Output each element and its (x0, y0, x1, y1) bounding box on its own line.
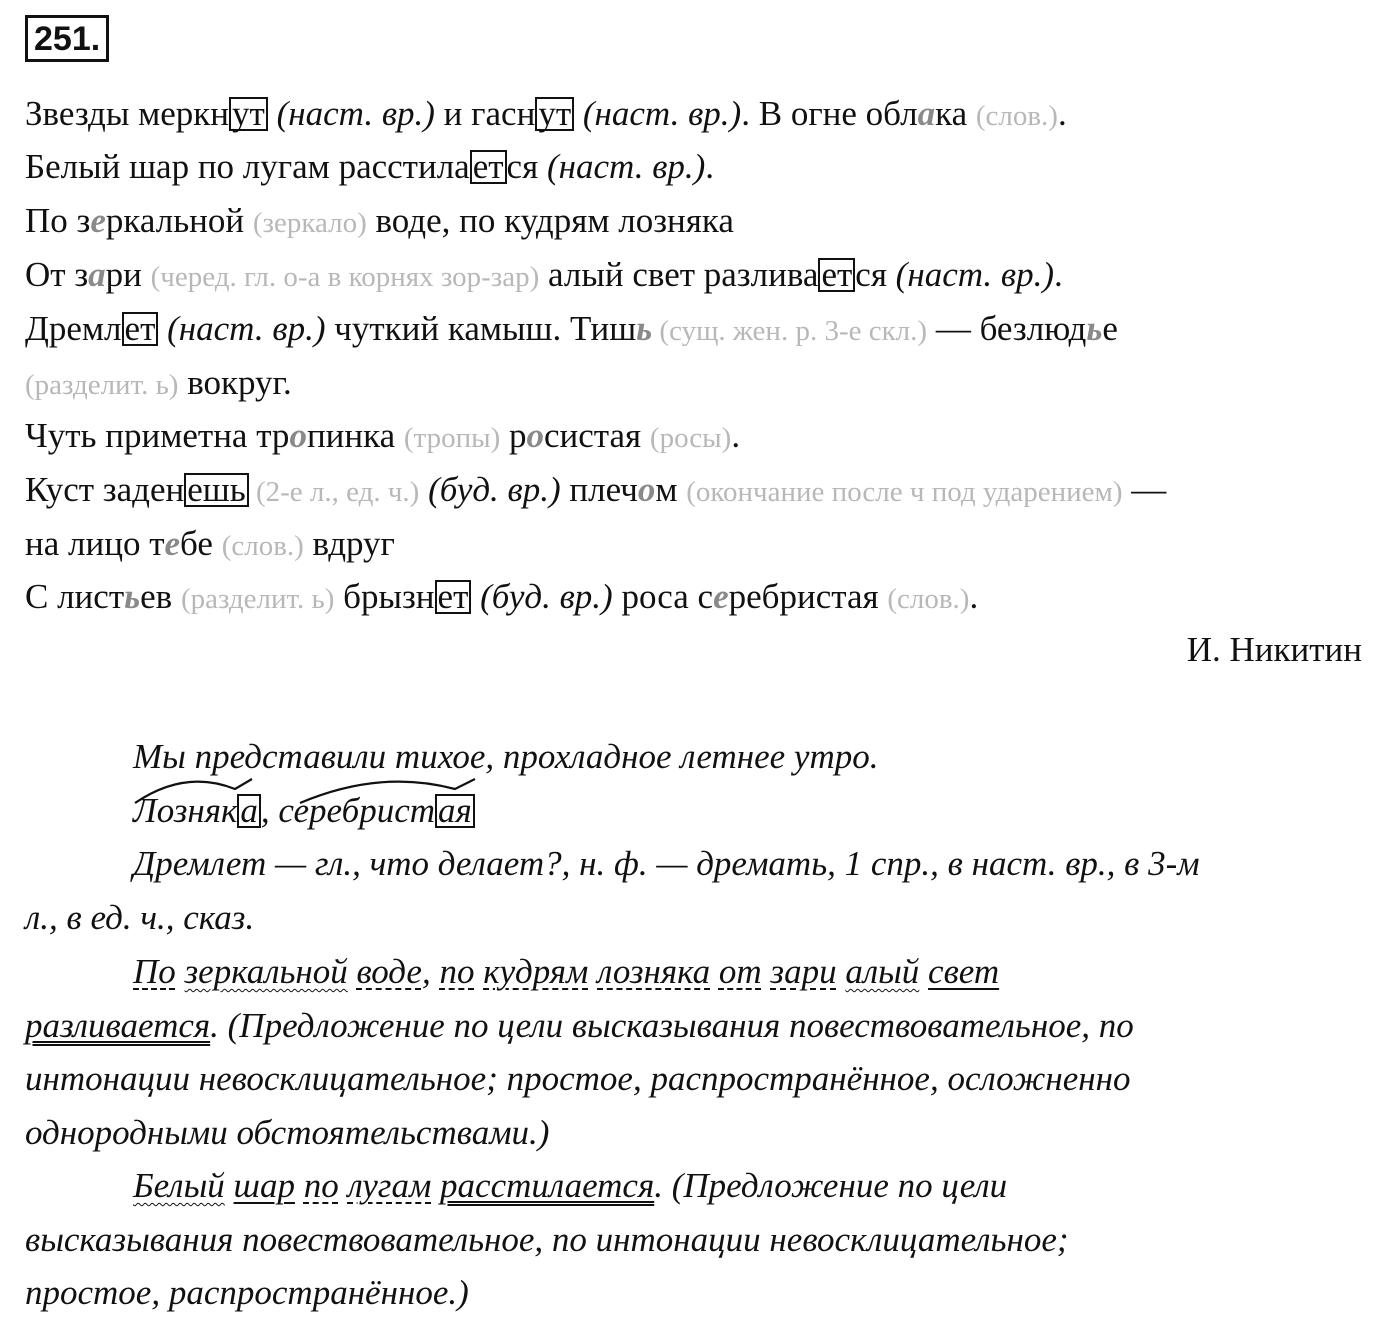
exercise-number: 251. (25, 15, 109, 62)
poem-line-8: Куст заденешь (2-е л., ед. ч.) (буд. вр.) плечом (окончание после ч под ударением) — (25, 470, 1167, 509)
poem-line-1: Звезды меркнут (наст. вр.) и гаснут (наст. вр.). В огне облака (слов.). (25, 94, 1067, 133)
syntax-sentence-2-line-1: Белый шар по лугам расстилается. (Предложение по цели (133, 1166, 1008, 1205)
syntax-sentence-1-line-1: По зеркальной воде, по кудрям лозняка от зари алый свет (133, 952, 1000, 991)
morph-parse-line-1: Дремлет — гл., что делает?, н. ф. — дремать, 1 спр., в наст. вр., в 3-м (133, 844, 1200, 883)
analysis-intro: Мы представили тихое, прохладное летнее утро. (133, 737, 879, 776)
syntax-sentence-2-line-3: простое, распространённое.) (25, 1273, 469, 1312)
poem-line-6: (разделит. ь) вокруг. (25, 363, 292, 402)
syntax-sentence-2-line-2: высказывания повествовательное, по интонации невосклицательное; (25, 1220, 1069, 1259)
morph-parse-line-2: л., в ед. ч., сказ. (25, 898, 255, 937)
poem-line-5: Дремлет (наст. вр.) чуткий камыш. Тишь (сущ. жен. р. 3-е скл.) — безлюдье (25, 309, 1118, 348)
poem-line-2: Белый шар по лугам расстилается (наст. вр.). (25, 147, 715, 186)
poem-line-4: От зари (черед. гл. о-а в корнях зор-зар) алый свет разливается (наст. вр.). (25, 255, 1063, 294)
syntax-sentence-1-line-2: разливается. (Предложение по цели высказывания повествовательное, по (25, 1006, 1134, 1045)
poem-line-7: Чуть приметна тропинка (тропы) росистая (росы). (25, 416, 741, 455)
syntax-sentence-1-line-4: однородными обстоятельствами.) (25, 1113, 550, 1152)
morpheme-analysis: Лозняка, серебристая (133, 789, 475, 833)
syntax-sentence-1-line-3: интонации невосклицательное; простое, распространённое, осложненно (25, 1059, 1131, 1098)
poem-line-3: По зеркальной (зеркало) воде, по кудрям лозняка (25, 201, 734, 240)
poem-author: И. Никитин (1186, 630, 1362, 669)
poem-line-9: на лицо тебе (слов.) вдруг (25, 524, 395, 563)
poem-line-10: С листьев (разделит. ь) брызнет (буд. вр.) роса серебристая (слов.). (25, 577, 979, 616)
